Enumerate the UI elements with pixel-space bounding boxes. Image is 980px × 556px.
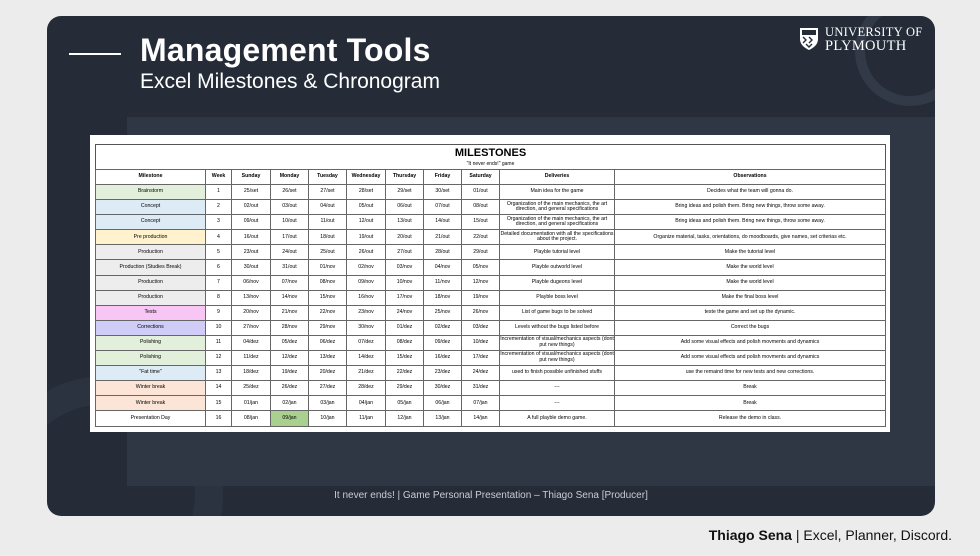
table-cell: Playble dugeons level <box>500 275 615 290</box>
table-cell: 10/out <box>271 215 309 230</box>
table-cell: Make the final boss level <box>615 290 886 305</box>
column-header: Monday <box>271 170 309 185</box>
table-cell: 06/dez <box>309 335 347 350</box>
presentation-slide <box>47 16 935 516</box>
table-cell: 14/jan <box>462 411 500 426</box>
table-cell: 07/out <box>424 200 462 215</box>
table-cell: Organize material, tasks, orientations, do moodboards, give names, set criterias etc. <box>615 230 886 245</box>
table-row <box>96 305 886 320</box>
table-cell: 20/nov <box>232 305 271 320</box>
table-cell: Winter break <box>96 396 206 411</box>
table-cell: Organization of the main mechanics, the art direction, and general specifications <box>500 215 615 230</box>
table-cell: 06/nov <box>232 275 271 290</box>
table-cell: 18/dez <box>232 366 271 381</box>
table-cell: 13/jan <box>424 411 462 426</box>
table-cell: 30/nov <box>347 320 386 335</box>
table-cell: 01/out <box>462 185 500 200</box>
table-cell: Winter break <box>96 381 206 396</box>
table-row <box>96 335 886 350</box>
author-tools: | Excel, Planner, Discord. <box>791 527 952 543</box>
logo-text-line2: PLYMOUTH <box>825 38 907 54</box>
table-cell: 12/nov <box>462 275 500 290</box>
table-cell: 05/jan <box>386 396 424 411</box>
table-cell: 20/out <box>386 230 424 245</box>
table-cell: 3 <box>206 215 232 230</box>
table-cell: 23/out <box>232 245 271 260</box>
table-cell: 03/jan <box>309 396 347 411</box>
table-cell: 10/jan <box>309 411 347 426</box>
table-cell: 09/out <box>232 215 271 230</box>
slide-title: Management Tools <box>140 32 431 68</box>
column-header: Milestone <box>96 170 206 185</box>
table-cell: 15/out <box>462 215 500 230</box>
table-cell: Concept <box>96 215 206 230</box>
logo-text-line1: UNIVERSITY OF <box>825 25 923 39</box>
table-cell: 22/out <box>462 230 500 245</box>
table-cell: 8 <box>206 290 232 305</box>
table-cell: 05/out <box>347 200 386 215</box>
table-cell: 10 <box>206 320 232 335</box>
column-header: Sunday <box>232 170 271 185</box>
sheet-header <box>95 144 886 169</box>
table-cell: teste the game and set up the dynamic. <box>615 305 886 320</box>
slide-footer: It never ends! | Game Personal Presentation – Thiago Sena [Producer] <box>334 490 648 501</box>
author-name: Thiago Sena <box>708 527 792 543</box>
table-cell: Make the tutorial level <box>615 245 886 260</box>
table-cell: 11/out <box>309 215 347 230</box>
table-cell: 30/dez <box>424 381 462 396</box>
column-header: Friday <box>424 170 462 185</box>
table-cell: 08/dez <box>386 335 424 350</box>
table-cell: 11/dez <box>232 351 271 366</box>
table-cell: 12 <box>206 351 232 366</box>
table-cell: 30/out <box>232 260 271 275</box>
table-cell: 16/dez <box>424 351 462 366</box>
table-cell: 09/dez <box>424 335 462 350</box>
slide-subtitle: Excel Milestones & Chronogram <box>140 70 440 93</box>
table-cell: Production <box>96 275 206 290</box>
table-cell: 08/nov <box>309 275 347 290</box>
table-cell: 23/dez <box>424 366 462 381</box>
milestones-table <box>95 169 886 427</box>
table-cell: 22/dez <box>386 366 424 381</box>
table-cell: Main idea for the game <box>500 185 615 200</box>
table-cell: Pre production <box>96 230 206 245</box>
table-cell: 31/dez <box>462 381 500 396</box>
table-cell: 23/nov <box>347 305 386 320</box>
table-cell: 16 <box>206 411 232 426</box>
table-cell: Incrementation of visual/mechanics aspects (dont put new things) <box>500 351 615 366</box>
table-cell: 27/nov <box>232 320 271 335</box>
table-cell: Bring ideas and polish them. Bring new things, throw some away. <box>615 200 886 215</box>
table-cell: 27/dez <box>309 381 347 396</box>
table-row <box>96 411 886 426</box>
table-cell: 21/nov <box>271 305 309 320</box>
table-cell: 16/out <box>232 230 271 245</box>
table-cell: used to finish possible unfinished stuffs <box>500 366 615 381</box>
table-cell: Playble tutorial level <box>500 245 615 260</box>
table-cell: 12/jan <box>386 411 424 426</box>
table-cell: 29/out <box>462 245 500 260</box>
table-row <box>96 290 886 305</box>
table-cell: 27/out <box>386 245 424 260</box>
table-cell: 05/dez <box>271 335 309 350</box>
table-row <box>96 215 886 230</box>
table-cell: Concept <box>96 200 206 215</box>
table-cell: 19/out <box>347 230 386 245</box>
table-cell: Polishing <box>96 335 206 350</box>
table-cell: 11/jan <box>347 411 386 426</box>
table-cell: 28/set <box>347 185 386 200</box>
column-header: Deliveries <box>500 170 615 185</box>
table-cell: 25/dez <box>232 381 271 396</box>
table-cell: Playble boss level <box>500 290 615 305</box>
table-cell: 04/out <box>309 200 347 215</box>
table-cell: Production <box>96 245 206 260</box>
table-cell: 28/dez <box>347 381 386 396</box>
table-cell: --- <box>500 396 615 411</box>
table-cell: 14/nov <box>271 290 309 305</box>
table-cell: 12/dez <box>271 351 309 366</box>
table-row <box>96 320 886 335</box>
table-cell: 29/dez <box>386 381 424 396</box>
table-cell: 02/out <box>232 200 271 215</box>
table-cell: 2 <box>206 200 232 215</box>
table-row <box>96 396 886 411</box>
table-cell: List of game bugs to be solved <box>500 305 615 320</box>
column-header: Thursday <box>386 170 424 185</box>
table-cell: Add some visual effects and polish movments and dynamics <box>615 335 886 350</box>
table-cell: 24/dez <box>462 366 500 381</box>
table-cell: 11/nov <box>424 275 462 290</box>
table-cell: 03/nov <box>386 260 424 275</box>
table-cell: 08/jan <box>232 411 271 426</box>
table-cell: 19/dez <box>271 366 309 381</box>
table-cell: 29/nov <box>309 320 347 335</box>
table-cell: 25/out <box>309 245 347 260</box>
table-cell: 09/jan <box>271 411 309 426</box>
table-cell: 7 <box>206 275 232 290</box>
table-cell: 12/out <box>347 215 386 230</box>
table-cell: 26/set <box>271 185 309 200</box>
table-cell: 07/jan <box>462 396 500 411</box>
table-cell: 14/out <box>424 215 462 230</box>
table-cell: 9 <box>206 305 232 320</box>
table-row <box>96 200 886 215</box>
table-cell: use the remaind time for new tests and new corrections. <box>615 366 886 381</box>
table-cell: 20/dez <box>309 366 347 381</box>
table-cell: 26/nov <box>462 305 500 320</box>
table-cell: Tests <box>96 305 206 320</box>
table-cell: Add some visual effects and polish movments and dynamics <box>615 351 886 366</box>
table-cell: Corrections <box>96 320 206 335</box>
table-cell: 13/nov <box>232 290 271 305</box>
table-row <box>96 381 886 396</box>
table-cell: 09/nov <box>347 275 386 290</box>
table-cell: Incrementation of visual/mechanics aspects (dont put new things) <box>500 335 615 350</box>
table-cell: 03/out <box>271 200 309 215</box>
column-header: Week <box>206 170 232 185</box>
university-logo <box>799 26 923 53</box>
table-cell: Production (Studies Break) <box>96 260 206 275</box>
table-cell: 13/out <box>386 215 424 230</box>
table-cell: Break <box>615 381 886 396</box>
table-row <box>96 260 886 275</box>
table-cell: Break <box>615 396 886 411</box>
sheet-subtitle: "It never ends!" game <box>466 161 515 167</box>
table-cell: 10/dez <box>462 335 500 350</box>
table-cell: Release the demo in class. <box>615 411 886 426</box>
table-cell: 07/dez <box>347 335 386 350</box>
table-cell: Polishing <box>96 351 206 366</box>
table-cell: A full playble demo game. <box>500 411 615 426</box>
table-cell: --- <box>500 381 615 396</box>
table-cell: 07/nov <box>271 275 309 290</box>
table-cell: "Fat time" <box>96 366 206 381</box>
table-cell: 6 <box>206 260 232 275</box>
table-cell: 1 <box>206 185 232 200</box>
table-row <box>96 230 886 245</box>
table-cell: 16/nov <box>347 290 386 305</box>
table-cell: 02/jan <box>271 396 309 411</box>
table-cell: 19/nov <box>462 290 500 305</box>
table-cell: 14 <box>206 381 232 396</box>
table-cell: 22/nov <box>309 305 347 320</box>
table-cell: 04/dez <box>232 335 271 350</box>
table-cell: 02/nov <box>347 260 386 275</box>
shield-icon <box>799 27 819 51</box>
table-cell: 24/out <box>271 245 309 260</box>
table-cell: Production <box>96 290 206 305</box>
table-cell: 18/nov <box>424 290 462 305</box>
table-cell: Organization of the main mechanics, the art direction, and general specifications <box>500 200 615 215</box>
table-cell: Brainstorm <box>96 185 206 200</box>
table-cell: 10/nov <box>386 275 424 290</box>
table-cell: Playble outworld level <box>500 260 615 275</box>
author-tagline <box>709 527 952 543</box>
sheet-title: MILESTONES <box>454 147 527 159</box>
table-cell: Correct the bugs <box>615 320 886 335</box>
table-cell: 03/dez <box>462 320 500 335</box>
table-cell: 06/jan <box>424 396 462 411</box>
table-cell: 26/out <box>347 245 386 260</box>
table-cell: Bring ideas and polish them. Bring new things, throw some away. <box>615 215 886 230</box>
table-cell: 27/set <box>309 185 347 200</box>
table-row <box>96 366 886 381</box>
table-cell: 26/dez <box>271 381 309 396</box>
table-cell: 24/nov <box>386 305 424 320</box>
column-header: Saturday <box>462 170 500 185</box>
table-cell: 28/nov <box>271 320 309 335</box>
table-cell: 28/out <box>424 245 462 260</box>
column-header: Tuesday <box>309 170 347 185</box>
table-cell: 25/nov <box>424 305 462 320</box>
title-accent-line <box>69 53 121 55</box>
table-cell: Make the world level <box>615 260 886 275</box>
table-cell: 18/out <box>309 230 347 245</box>
table-header-row <box>96 170 886 185</box>
table-cell: 30/set <box>424 185 462 200</box>
table-cell: 13 <box>206 366 232 381</box>
table-cell: 31/out <box>271 260 309 275</box>
column-header: Observations <box>615 170 886 185</box>
table-cell: 06/out <box>386 200 424 215</box>
table-cell: 21/out <box>424 230 462 245</box>
table-row <box>96 185 886 200</box>
column-header: Wednesday <box>347 170 386 185</box>
table-cell: 01/dez <box>386 320 424 335</box>
table-cell: 13/dez <box>309 351 347 366</box>
table-cell: 5 <box>206 245 232 260</box>
table-cell: 21/dez <box>347 366 386 381</box>
table-cell: 01/nov <box>309 260 347 275</box>
table-cell: Presentation Day <box>96 411 206 426</box>
table-row <box>96 275 886 290</box>
table-cell: 15 <box>206 396 232 411</box>
table-cell: 25/set <box>232 185 271 200</box>
milestones-sheet <box>95 144 886 427</box>
spreadsheet-image <box>90 135 890 432</box>
table-cell: 14/dez <box>347 351 386 366</box>
table-cell: 15/dez <box>386 351 424 366</box>
table-cell: 02/dez <box>424 320 462 335</box>
table-cell: 17/nov <box>386 290 424 305</box>
table-cell: Make the world level <box>615 275 886 290</box>
table-cell: 04/jan <box>347 396 386 411</box>
table-cell: Levels without the bugs listed before <box>500 320 615 335</box>
table-cell: Detailed documentation with all the specifications about the project. <box>500 230 615 245</box>
table-cell: 04/nov <box>424 260 462 275</box>
table-cell: 4 <box>206 230 232 245</box>
table-cell: 11 <box>206 335 232 350</box>
table-row <box>96 245 886 260</box>
table-cell: 15/nov <box>309 290 347 305</box>
table-cell: 01/jan <box>232 396 271 411</box>
table-cell: 17/dez <box>462 351 500 366</box>
table-cell: 29/set <box>386 185 424 200</box>
table-cell: 05/nov <box>462 260 500 275</box>
table-cell: 17/out <box>271 230 309 245</box>
table-row <box>96 351 886 366</box>
table-cell: Decides what the team will gonna do. <box>615 185 886 200</box>
table-cell: 08/out <box>462 200 500 215</box>
